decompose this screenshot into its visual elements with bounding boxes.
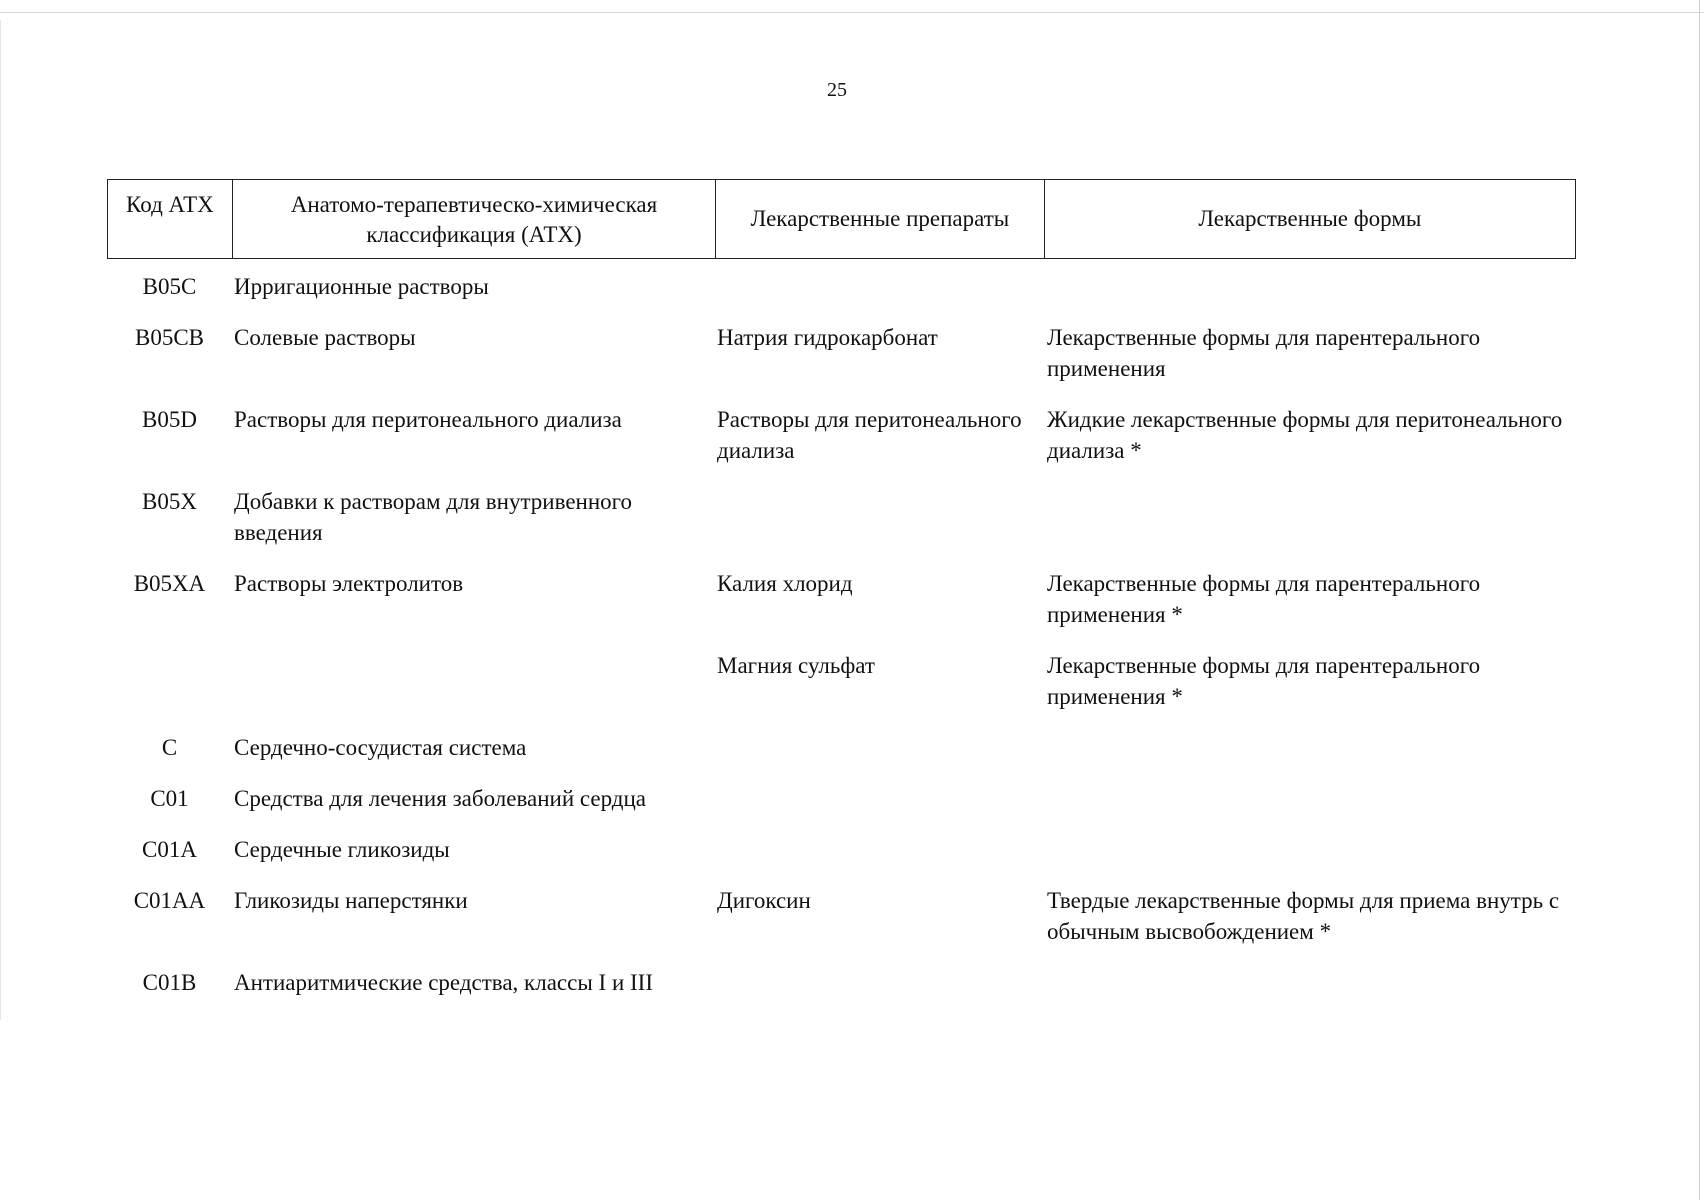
atc-code: C01B	[142, 970, 197, 995]
atc-name: Средства для лечения заболеваний сердца	[234, 786, 647, 811]
atc-name: Растворы электролитов	[234, 571, 464, 596]
atc-code: B05XA	[133, 571, 206, 596]
dosage-form: Лекарственные формы для парентерального применения *	[1047, 571, 1481, 627]
drug-name	[716, 732, 1045, 763]
drug-name: Растворы для перитонеального диализа	[717, 407, 1022, 463]
header-forms: Лекарственные формы	[1198, 206, 1422, 231]
dosage-form	[1045, 967, 1576, 998]
header-code: Код АТХ	[108, 180, 233, 258]
drug-name: Магния сульфат	[717, 653, 875, 678]
atc-name: Солевые растворы	[234, 325, 416, 350]
table-row	[107, 404, 1576, 466]
atc-code: B05D	[142, 407, 197, 432]
dosage-form: Твердые лекарственные формы для приема внутрь с обычным высвобождением *	[1047, 888, 1560, 944]
table-row	[107, 967, 1576, 998]
atc-name: Растворы для перитонеального диализа	[234, 407, 622, 432]
atc-code: C01AA	[133, 888, 206, 913]
scan-right-edge	[1699, 0, 1700, 1200]
drug-name	[716, 783, 1045, 814]
header-drugs: Лекарственные препараты	[716, 180, 1045, 258]
table-row	[107, 834, 1576, 865]
atc-code: C	[161, 735, 178, 760]
dosage-form	[1045, 486, 1576, 548]
table-row	[107, 885, 1576, 947]
dosage-form: Лекарственные формы для парентерального применения *	[1047, 653, 1481, 709]
drug-name: Натрия гидрокарбонат	[717, 325, 938, 350]
atc-code: B05CB	[134, 325, 205, 350]
drug-name	[716, 967, 1045, 998]
atc-code	[107, 650, 232, 712]
atc-name: Ирригационные растворы	[234, 274, 489, 299]
dosage-form: Лекарственные формы для парентерального применения	[1047, 325, 1481, 381]
page-number: 25	[827, 79, 847, 101]
table-header	[107, 179, 1576, 259]
drug-name: Дигоксин	[717, 888, 811, 913]
table-row	[107, 783, 1576, 814]
atc-name: Сердечно-сосудистая система	[234, 735, 527, 760]
table-row	[107, 322, 1576, 384]
atc-name: Антиаритмические средства, классы I и III	[234, 970, 653, 995]
atc-code: B05X	[142, 489, 197, 514]
atc-name	[232, 650, 716, 712]
drug-name	[716, 271, 1045, 302]
atc-name: Сердечные гликозиды	[234, 837, 450, 862]
scan-left-edge	[0, 20, 1, 1020]
table-row	[107, 271, 1576, 302]
atc-code: B05C	[142, 274, 197, 299]
drug-name: Калия хлорид	[717, 571, 853, 596]
atc-name: Гликозиды наперстянки	[234, 888, 468, 913]
table-body	[107, 271, 1576, 998]
header-classification: Анатомо-терапевтическо-химическая классификация (АТХ)	[233, 180, 716, 258]
drug-name	[716, 486, 1045, 548]
drug-name	[716, 834, 1045, 865]
table-row	[107, 732, 1576, 763]
dosage-form	[1045, 783, 1576, 814]
atc-table	[107, 179, 1576, 998]
dosage-form: Жидкие лекарственные формы для перитонеального диализа *	[1047, 407, 1563, 463]
dosage-form	[1045, 834, 1576, 865]
atc-code: C01A	[142, 837, 197, 862]
dosage-form	[1045, 271, 1576, 302]
table-row	[107, 486, 1576, 548]
dosage-form	[1045, 732, 1576, 763]
table-row	[107, 650, 1576, 712]
table-row	[107, 568, 1576, 630]
scan-top-edge	[0, 0, 1704, 13]
atc-code: C01	[150, 786, 189, 811]
atc-name: Добавки к растворам для внутривенного введения	[234, 489, 633, 545]
